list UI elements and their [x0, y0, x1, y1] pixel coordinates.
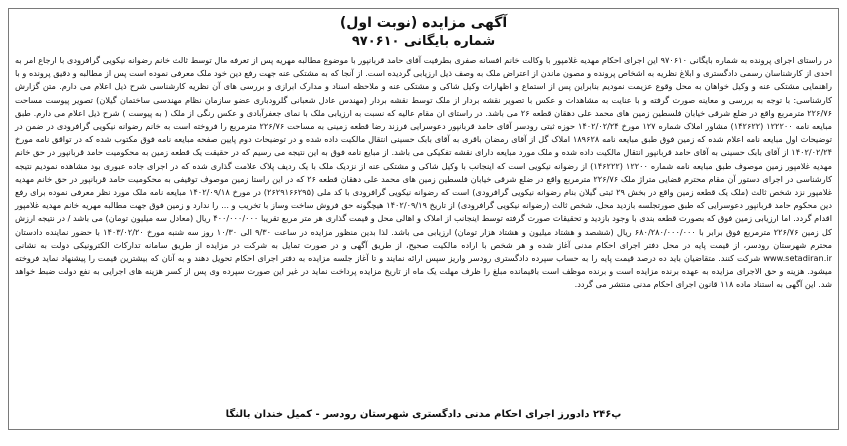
notice-title: آگهی مزایده (نوبت اول)	[339, 15, 508, 31]
auction-notice	[8, 8, 839, 430]
notice-body: در راستای اجرای پرونده به شماره بایگانی ۹۷۰۶۱۰ این اجرای احکام مهدیه غلامپور با وکالت خانم افسانه صفری بطرفیت آقای حامد قربانپور با موضوع مطالبه مهریه پس از تعرفه مال توسط ثالث خانم رضوانه نیکویی گرافرودی با ارجاع امر به احدی از کارشناسان رسمی دادگستری و ابلاغ نظریه به اشخاص پرونده و مصون ماندن از اعتراض ملک به وصف ذیل ارزیابی گردیده است. از آنجا که به مشتکی عنه جهت رفع دین خود ملک معرفی نموده است پس از مطالبه و دقیق پرونده و با راهنمایی مشتکی عنه و وکیل خواهان به محل وقوع عزیمت نمودیم بنابراین پس از استماع و اظهارات وکیل شاکی و مشتکی عنه و ملاحظه اسناد و مدارک ابرازی و بررسی های آن نظریه کارشناسی شرح ذیل اعلام می دارم. متن گزارش کارشناسی: با توجه به بررسی و معاینه صورت گرفته و با عنایت به مشاهدات و عکس با تصویر نقشه بردار از ملک توسط نقشه بردار (مهندس عادل شعبانی گلرودباری عضو سازمان نظام مهندسی ساختمان گیلان) تصویر پیوست مساحت ۲۲۶/۷۶ مترمربع واقع در ضلع شرقی خیابان فلسطین زمین های محمد علی دهقان قطعه ۲۶ می باشد. در راستای ان مقام عالیه که نسبت به ارزیابی ملک با نمای جعفرآبادی و عکس رنگی از ملک ( به پیوست ) شرح ذیل اعلام می دارم. طبق مبایعه نامه ۱۲۲۲۰۰ (۱۴۲۶۲۲) مشاور املاک شماره ۱۲۷ مورخ ۱۴۰۲/۰۲/۲۴ حوزه ثبتی رودسر آقای حامد قربانپور دعوسرایی فرزند رضا قطعه زمینی به مساحت ۲۲۶/۷۶ مترمربع را فروخته است به خانم رضوانه نیکویی گرافرودی در ضمن در توضیحات اول مبایعه نامه اعلام شده که زمین فوق طبق مبایعه نامه ۱۸۹۶۲۸ املاک گل از آقای رمضان باقری به آقای بابک حسینی انتقال مالکیت داده شده و در توضیحات دوم پایین صفحه مبایعه نامه فوق مکتوب شده که در تواقق نامه مورخ ۱۴۰۲/۰۲/۲۴ از آقای بابک حسینی به آقای حامد قربانپور انتقال مالکیت داده شده و ملک مورد مبایعه دارای نقشه تفکیکی می باشد. از مبایع نامه فوق به این نتیجه می رسیم که در حقیقت یک قطعه زمین به محکومیت حامد قربانپور در حق خانم مهدیه غلامپور زمین موصوف طبق مبایعه نامه شماره ۱۲۲۰۰ (۱۴۶۲۲۲) از رضوانه نیکویی است که اینجانب با وکیل شاکی و مشتکی عنه از نزدیک ملک با یک ردیف پلاک علامت گذاری شده که در اجرای جاده عبوری بود مشاهده نمودیم نتیجه کارشناسی در اجرای دستور آن مقام محترم قضایی متراژ ملک ۲۲۶/۷۶ مترمربع واقع در ضلع شرقی خیابان فلسطین زمین های محمد علی دهقان قطعه ۲۶ که در این راستا زمین موصوف توقیفی به محکومیت حامد قربانپور در حق خانم مهدیه غلامپور نزد شخص ثالث (ملک یک قطعه زمین واقع در بخش ۲۹ ثبتی گیلان بنام رضوانه نیکویی گرافرودی) است که رضوانه نیکویی گرافرودی با کد ملی (۲۶۲۹۱۶۶۲۹۵) در مورخ ۱۴۰۲/۰۹/۱۸ مبایعه نامه ملک مورد نظر معرفی نموده برای رفع دین محکوم حامد قربانپور دعوسرایی که طبق صورتجلسه بازدید محل، شخص ثالث (رضوانه نیکویی گرافرودی) از تاریخ ۱۴۰۲/۰۹/۱۹ هیچگونه حق فروش ساخت وساز با تخریب و ... را ندارد و زمین فوق جهت مطالبه مهریه خانم مهدیه غلامپور اقدام گردد. اما ارزیابی زمین فوق که بصورت قطعه بندی با وجود بازدید و تحقیقات صورت گرفته توسط اینجانب از املاک و اهالی محل و قیمت گذاری هر متر مربع تقریبا ۴۰۰/۰۰۰/۰۰۰ ریال (معادل سه میلیون تومان) می باشد / در نتیجه ارزش کل زمین ۲۲۶/۷۶ مترمربع فوق برابر با ۶۸۰/۲۸۰/۰۰۰/۰۰۰ ریال (ششصد و هشتاد میلیون و هشتاد هزار تومان) ارزیابی می باشد. لذا بدین منظور مزایده در ساعت ۹/۳۰ الی ۱۰/۳۰ روز سه شنبه مورخ ۱۴۰۳/۰۲/۲۰ با حضور نماینده دادستان محترم شهرستان رودسر، از قیمت پایه در محل دفتر اجرای احکام مدنی آغاز شده و هر شخص با اراده مالکیت صحیح، از طریق آگهی و در صورت تمایل به شرکت در مزایده از طریق سامانه تدارکات الکترونیکی دولت به نشانی www.setadiran.ir شرکت کنند. متقاضیان باید ده درصد قیمت پایه را به حساب سپرده دادگستری رودسر واریز سپس ارائه نمایند و تا آغاز جلسه مزایده به دفتر اجرای احکام تحویل دهند و به آنان که بیشترین قیمت را پیشنهاد نماید فروخته میشود. هزینه و حق الاجرای مزایده به عهده برنده مزایده است و برنده موظف است باقیمانده مبلغ را ظرف مهلت یک ماه از تاریخ مزایده پرداخت نماید در غیر این صورت سپرده وی پس از کسر هزینه های اجرایی به نفع دولت ضبط خواهد شد. این آگهی به استناد ماده ۱۱۸ قانون اجرای احکام مدنی منتشر می گردد.	[15, 55, 833, 290]
archive-number: شماره بایگانی ۹۷۰۶۱۰	[351, 34, 496, 49]
notice-signature: پ۲۴۶ دادورز اجرای احکام مدنی دادگستری شهرستان رودسر - کمیل خندان بالنگا	[225, 409, 622, 420]
notice-header	[9, 9, 838, 50]
